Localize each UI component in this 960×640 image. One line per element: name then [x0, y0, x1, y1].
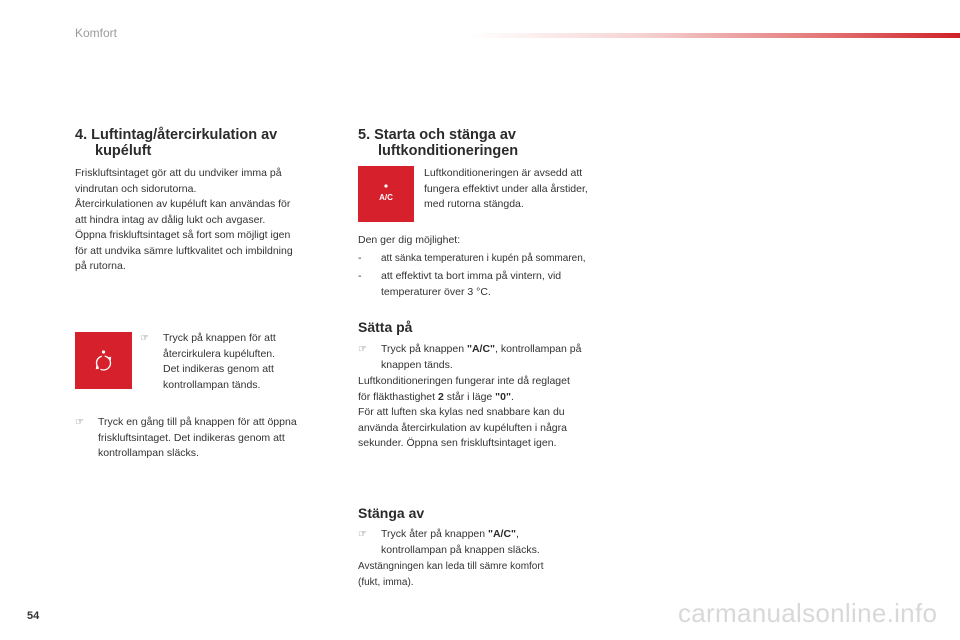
bullet-line: Det indikeras genom att — [163, 363, 274, 375]
header-accent-bar — [470, 33, 960, 38]
section4-intro — [75, 166, 293, 275]
section4-intro-line: på rutorna. — [75, 260, 126, 272]
section5-intro-line: med rutorna stängda. — [424, 198, 524, 210]
section4-title-line1: 4. Luftintag/återcirkulation av — [75, 127, 278, 143]
bullet-line — [381, 342, 581, 358]
recirculation-button-illustration — [75, 332, 132, 389]
body-line — [358, 390, 570, 406]
dash-line: temperaturer över 3 °C. — [381, 285, 491, 298]
section5-title-line2: luftkonditioneringen — [378, 143, 519, 159]
section4-intro-line: för att undvika sämre luftkvalitet och imbildning — [75, 244, 293, 257]
section4-intro-line: vindrutan och sidorutorna. — [75, 182, 197, 195]
section5-intro — [424, 166, 588, 213]
body-line: Luftkonditioneringen fungerar inte då reglaget — [358, 375, 570, 387]
bullet-line: kontrollampan tänds. — [163, 378, 261, 391]
bullet-line: Tryck en gång till på knappen för att öppna — [98, 416, 297, 428]
bullet-line: Tryck på knappen för att — [163, 332, 276, 344]
section5-dash-item — [358, 251, 586, 267]
stanga-av-bullet — [358, 527, 540, 558]
section5-lead: Den ger dig möjlighet: — [358, 234, 461, 246]
dash-bullet: - — [358, 270, 362, 282]
section5-intro-line: fungera effektivt under alla årstider, — [424, 182, 588, 195]
section5-intro-line: Luftkonditioneringen är avsedd att — [424, 167, 583, 179]
dash-line: att sänka temperaturen i kupén på sommaren, — [381, 253, 586, 264]
section4-title — [75, 127, 277, 159]
section4-title-line2: kupéluft — [95, 143, 152, 159]
watermark: carmanualsonline.info — [678, 598, 938, 628]
section4-intro-line: Friskluftsintaget gör att du undviker imma på — [75, 167, 282, 179]
text-run: . — [510, 390, 514, 403]
stanga-av-heading: Stänga av — [358, 505, 425, 521]
ac-button-illustration — [358, 166, 414, 222]
body-line: (fukt, imma). — [358, 576, 414, 588]
bullet-line: knappen tänds. — [381, 358, 453, 371]
bullet-line: friskluftsintaget. Det indikeras genom att — [98, 431, 285, 444]
text-run: , — [516, 528, 519, 540]
body-line: Avstängningen kan leda till sämre komfort — [358, 561, 544, 572]
section5-title — [358, 127, 518, 159]
bold-run: "0" — [495, 390, 511, 403]
body-line: använda återcirkulation av kupéluften i några — [358, 421, 567, 434]
ac-button-icon — [358, 166, 414, 222]
air-recirculation-icon — [75, 332, 132, 389]
section4-bullet-fresh-air — [75, 415, 297, 462]
pointer-icon: ☞ — [140, 333, 149, 344]
text-run: , kontrollampan på — [495, 343, 582, 355]
bullet-line: återcirkulera kupéluften. — [163, 347, 276, 360]
section4-intro-line: Öppna friskluftsintaget så fort som möjligt igen — [75, 229, 291, 241]
satta-pa-heading: Sätta på — [358, 319, 413, 335]
bullet-line: kontrollampan på knappen släcks. — [381, 543, 540, 556]
bold-run: "A/C" — [488, 528, 517, 540]
satta-pa-bullet — [358, 342, 581, 373]
body-line: För att luften ska kylas ned snabbare kan du — [358, 406, 565, 418]
body-line: sekunder. Öppna sen friskluftsintaget igen. — [358, 437, 557, 449]
pointer-icon: ☞ — [358, 529, 367, 540]
section5-dash-item — [358, 269, 561, 300]
pointer-icon: ☞ — [358, 344, 367, 355]
pointer-icon: ☞ — [75, 417, 84, 428]
ac-button-label: A/C — [379, 193, 393, 202]
stanga-av-body — [358, 559, 543, 590]
bold-run: "A/C" — [467, 343, 496, 355]
text-run: för fläkthastighet — [358, 390, 438, 403]
section4-bullet-recirculate — [140, 331, 276, 393]
bold-run: 2 — [437, 390, 444, 403]
dash-line: att effektivt ta bort imma på vintern, vid — [381, 270, 562, 282]
page-number: 54 — [27, 610, 40, 622]
text-run: Tryck åter på knappen — [381, 528, 488, 540]
dash-bullet: - — [358, 252, 362, 264]
satta-pa-body — [358, 374, 570, 452]
text-run: Tryck på knappen — [381, 343, 467, 355]
bullet-line — [381, 527, 540, 543]
text-run: står i läge — [443, 390, 496, 403]
bullet-line: kontrollampan släcks. — [98, 447, 199, 459]
section4-intro-line: att hindra intag av dålig lukt och avgaser. — [75, 213, 266, 226]
chapter-header: Komfort — [75, 26, 118, 40]
section5-title-line1: 5. Starta och stänga av — [358, 127, 516, 143]
section4-intro-line: Återcirkulationen av kupéluft kan användas för — [75, 198, 291, 210]
